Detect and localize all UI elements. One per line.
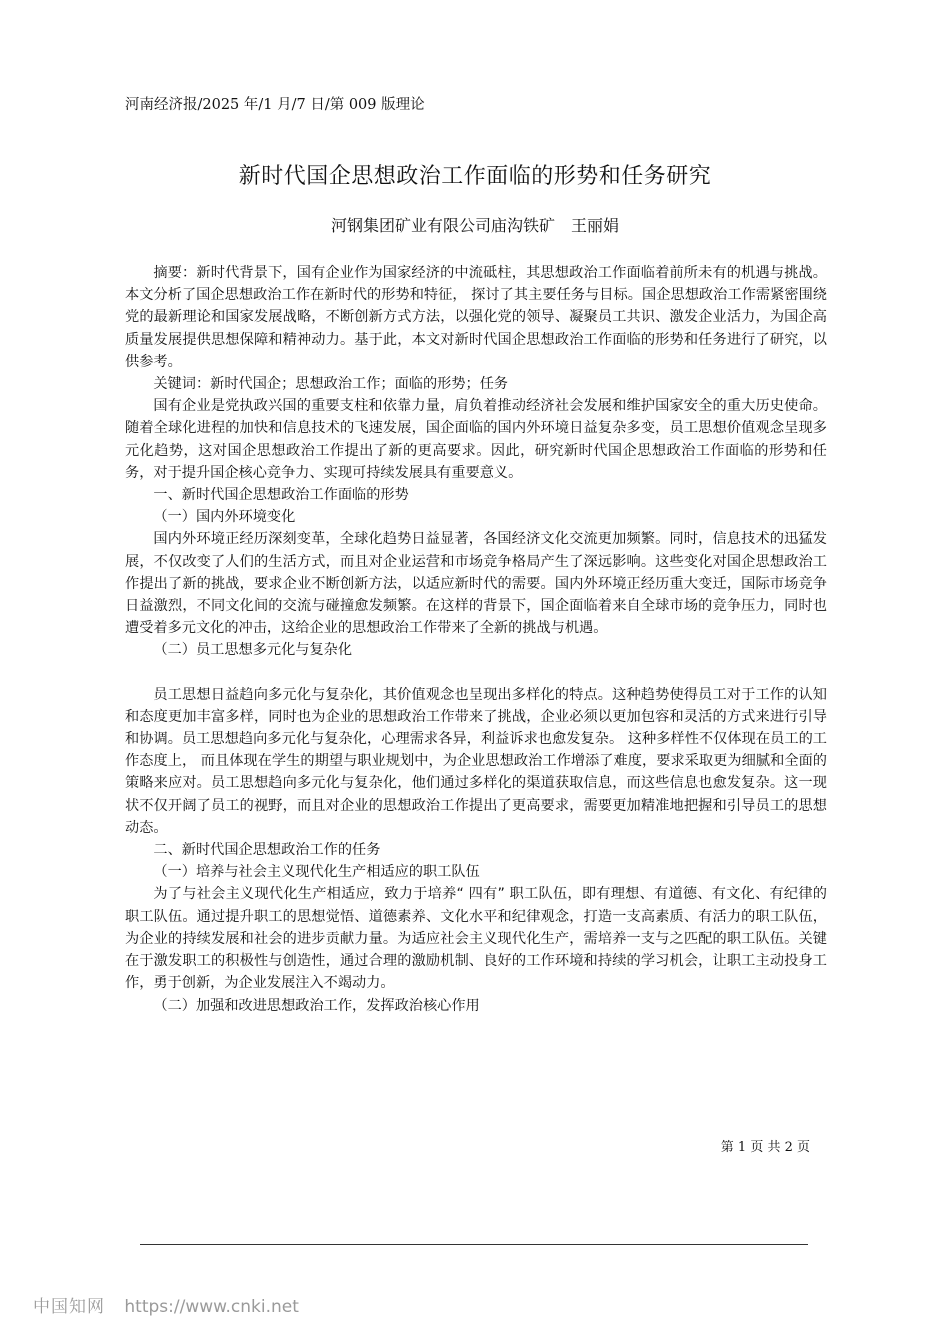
subsection-heading: （一）国内外环境变化: [153, 509, 296, 526]
subsection-heading: （一）培养与社会主义现代化生产相适应的职工队伍: [153, 864, 480, 881]
watermark-logo-text: 中国知网: [33, 1297, 105, 1317]
body-paragraph: 为了与社会主义现代化生产相适应，致力于培养“ 四有” 职工队伍，即有理想、有道德、有文化、有纪律的职工队伍。通过提升职工的思想觉悟、道德素养、文化水平和纪律观念，打造一支高素质、有活力的职工队伍，为企业的持续发展和社会的进步贡献力量。为适应社会主义现代化生产，需培养一支与之匹配的职工队伍。关键在于激发职工的积极性与创造性，通过合理的激励机制、良好的工作环境和持续的学习机会，让职工主动投身工作，勇于创新，为企业发展注入不竭动力。: [125, 886, 827, 992]
body-paragraph: 国内外环境正经历深刻变革，全球化趋势日益显著，各国经济文化交流更加频繁。同时，信息技术的迅猛发展，不仅改变了人们的生活方式，而且对企业运营和市场竞争格局产生了深远影响。这些变化对国企思想政治工作提出了新的挑战，要求企业不断创新方法，以适应新时代的需要。国内外环境正经历重大变迁，国际市场竞争日益激烈，不同文化间的交流与碰撞愈发频繁。在这样的背景下，国企面临着来自全球市场的竞争压力，同时也遭受着多元文化的冲击，这给企业的思想政治工作带来了全新的挑战与机遇。: [125, 531, 827, 637]
blank-line: [125, 662, 827, 684]
cnki-watermark: [33, 1292, 299, 1317]
body-paragraph: 员工思想日益趋向多元化与复杂化，其价值观念也呈现出多样化的特点。这种趋势使得员工对于工作的认知和态度更加丰富多样，同时也为企业的思想政治工作带来了挑战，企业必须以更加包容和灵活的方式来进行引导和协调。员工思想趋向多元化与复杂化，心理需求各异，利益诉求也愈发复杂。 这种多样性不仅体现在员工的工作态度上， 而且体现在学生的期望与职业规划中，为企业思想政治工作增添了难度，要求采取更为细腻和全面的策略来应对。员工思想趋向多元化与复杂化，他们通过多样化的渠道获取信息，而这些信息也愈发复杂。这一现状不仅开阔了员工的视野，而且对企业的思想政治工作提出了更高要求，需要更加精准地把握和引导员工的思想动态。: [125, 686, 827, 836]
source-line: 河南经济报/2025 年/1 月/7 日/第 009 版理论: [125, 97, 425, 113]
article-body: [125, 262, 827, 1017]
watermark-url: https://www.cnki.net: [124, 1297, 299, 1317]
footer-divider: [140, 1244, 808, 1245]
keywords-line: 关键词：新时代国企；思想政治工作；面临的形势；任务: [153, 376, 509, 393]
article-title: 新时代国企思想政治工作面临的形势和任务研究: [238, 164, 712, 189]
intro-paragraph: 国有企业是党执政兴国的重要支柱和依靠力量，肩负着推动经济社会发展和维护国家安全的重大历史使命。随着全球化进程的加快和信息技术的飞速发展，国企面临的国内外环境日益复杂多变，员工思想价值观念呈现多元化趋势，这对国企思想政治工作提出了新的更高要求。因此，研究新时代国企思想政治工作面临的形势和任务，对于提升国企核心竞争力、实现可持续发展具有重要意义。: [125, 398, 827, 481]
subsection-heading: （二）员工思想多元化与复杂化: [153, 642, 353, 659]
subsection-heading: （二）加强和改进思想政治工作，发挥政治核心作用: [153, 997, 480, 1014]
section-heading: 二、新时代国企思想政治工作的任务: [153, 842, 381, 859]
section-heading: 一、新时代国企思想政治工作面临的形势: [153, 487, 409, 504]
abstract-paragraph: 摘要：新时代背景下，国有企业作为国家经济的中流砥柱，其思想政治工作面临着前所未有的机遇与挑战。 本文分析了国企思想政治工作在新时代的形势和特征， 探讨了其主要任务与目标。国企思想政治工作需紧密围绕党的最新理论和国家发展战略，不断创新方式方法，以强化党的领导、凝聚员工共识、激发企业活力，为国企高质量发展提供思想保障和精神动力。基于此，本文对新时代国企思想政治工作面临的形势和任务进行了研究，以供参考。: [125, 265, 827, 370]
page-number: 第 1 页 共 2 页: [720, 1140, 810, 1155]
author-line: 河钢集团矿业有限公司庙沟铁矿 王丽娟: [330, 216, 619, 235]
